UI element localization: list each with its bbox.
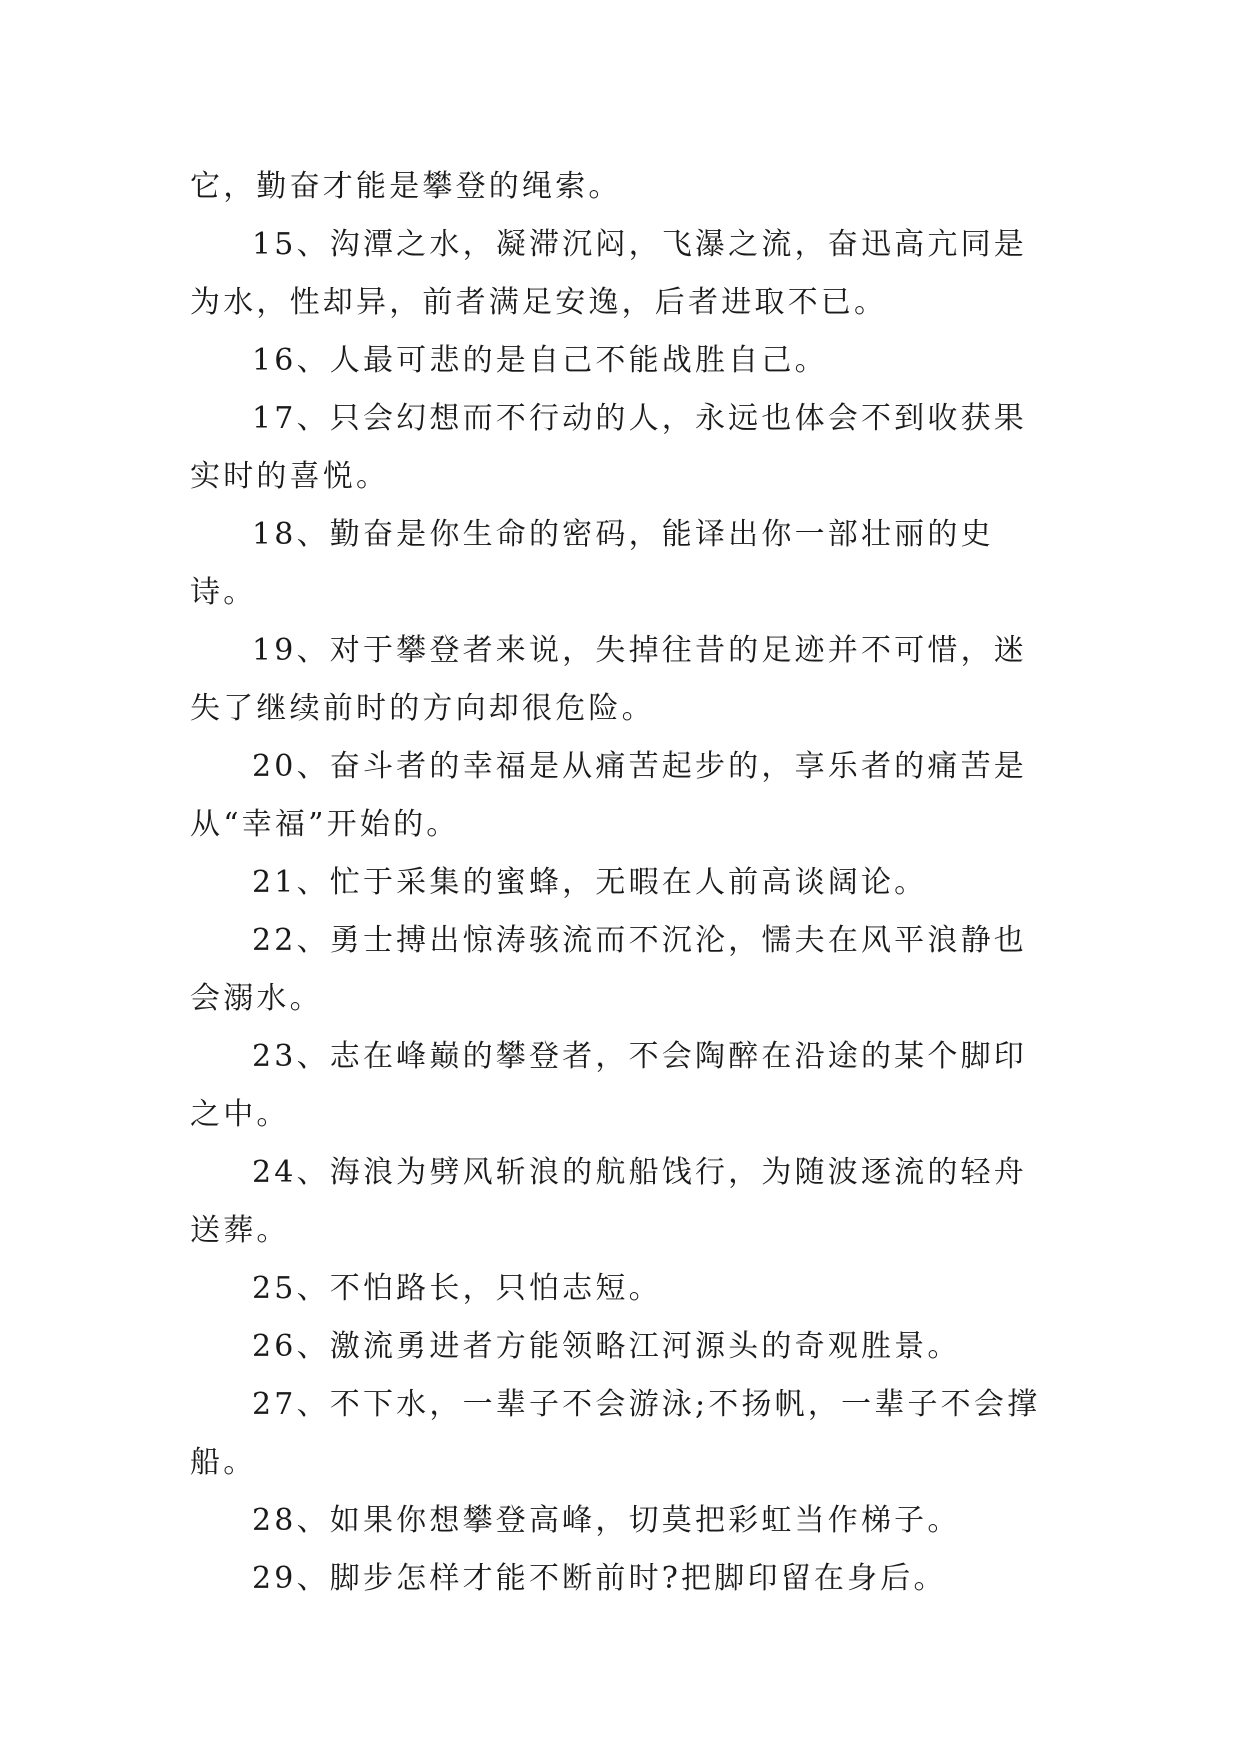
quote-19: 19、对于攀登者来说，失掉往昔的足迹并不可惜，迷失了继续前时的方向却很危险。 [190, 633, 1027, 726]
quote-22: 22、勇士搏出惊涛骇流而不沉沦，懦夫在风平浪静也会溺水。 [190, 923, 1027, 1016]
quote-26: 26、激流勇进者方能领略江河源头的奇观胜景。 [252, 1329, 961, 1364]
quote-21: 21、忙于采集的蜜蜂，无暇在人前高谈阔论。 [252, 865, 928, 900]
quote-28: 28、如果你想攀登高峰，切莫把彩虹当作梯子。 [252, 1503, 961, 1538]
quote-27: 27、不下水，一辈子不会游泳;不扬帆，一辈子不会撑船。 [190, 1387, 1041, 1480]
quote-15: 15、沟潭之水，凝滞沉闷，飞瀑之流，奋迅高亢同是为水，性却异，前者满足安逸，后者进取不已。 [190, 227, 1027, 320]
quote-16: 16、人最可悲的是自己不能战胜自己。 [252, 343, 828, 378]
quote-24: 24、海浪为劈风斩浪的航船饯行，为随波逐流的轻舟送葬。 [190, 1155, 1027, 1248]
quote-29: 29、脚步怎样才能不断前时?把脚印留在身后。 [252, 1561, 947, 1596]
quote-25: 25、不怕路长，只怕志短。 [252, 1271, 662, 1306]
quote-20: 20、奋斗者的幸福是从痛苦起步的，享乐者的痛苦是从“幸福”开始的。 [190, 749, 1027, 842]
quote-23: 23、志在峰巅的攀登者，不会陶醉在沿途的某个脚印之中。 [190, 1039, 1027, 1132]
document-body [190, 158, 1050, 1608]
quote-18: 18、勤奋是你生命的密码，能译出你一部壮丽的史诗。 [190, 517, 994, 610]
quote-17: 17、只会幻想而不行动的人，永远也体会不到收获果实时的喜悦。 [190, 401, 1027, 494]
paragraph-continuation: 它，勤奋才能是攀登的绳索。 [190, 169, 622, 204]
